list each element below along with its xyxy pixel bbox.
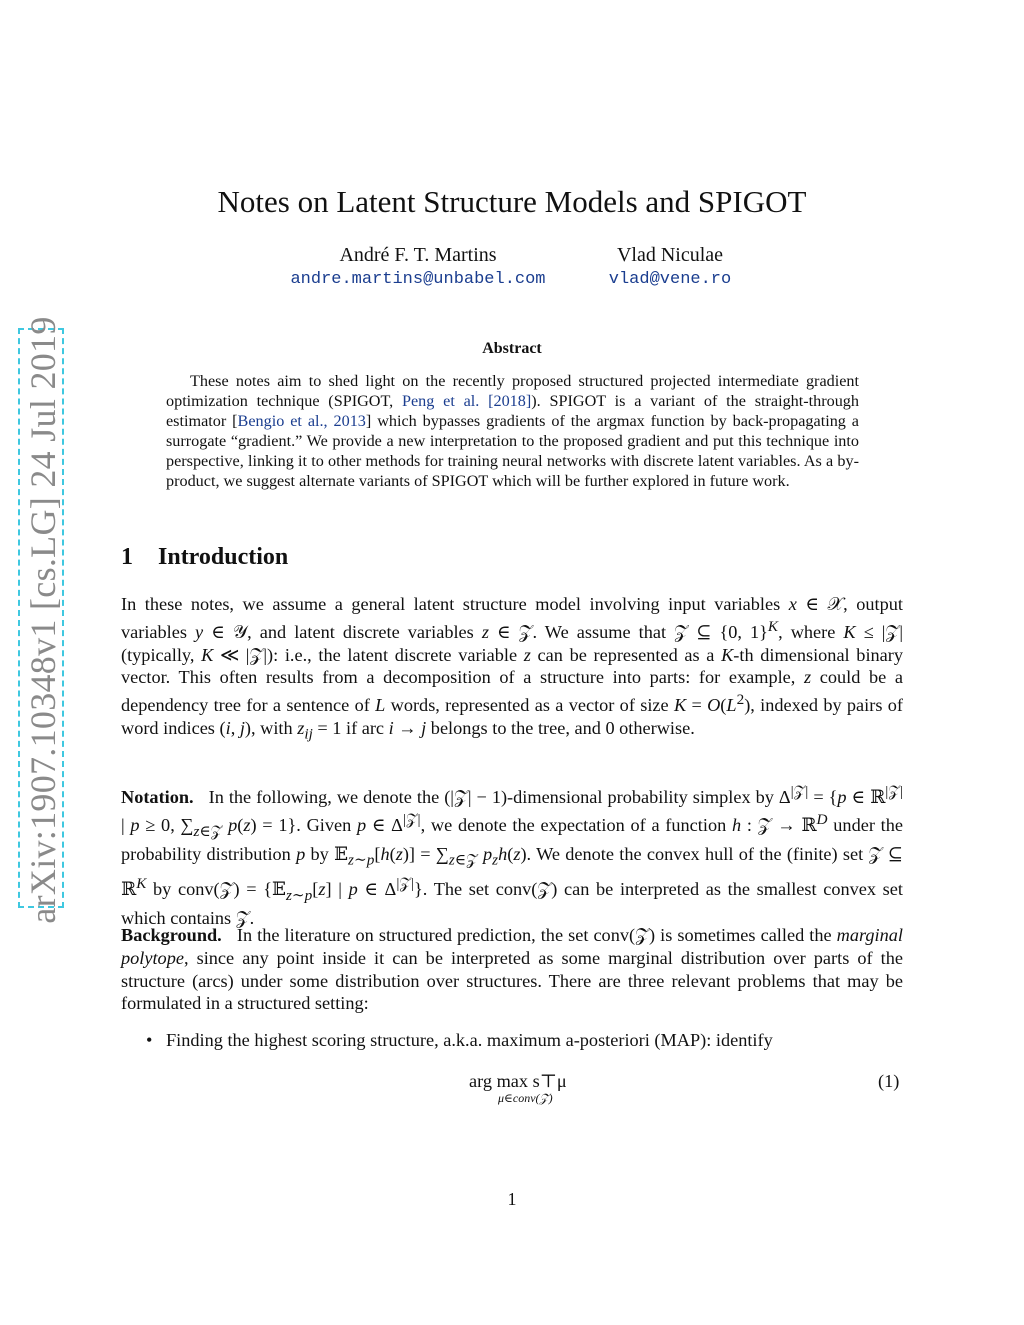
- bullet-text: Finding the highest scoring structure, a.k.a. maximum a-posteriori (MAP): identify: [166, 1030, 773, 1050]
- arxiv-stamp: arXiv:1907.10348v1 [cs.LG] 24 Jul 2019: [23, 316, 63, 924]
- author-email[interactable]: andre.martins@unbabel.com: [290, 270, 546, 289]
- page-number: 1: [507, 1189, 517, 1209]
- abstract-heading: Abstract: [482, 340, 542, 357]
- abstract-body: These notes aim to shed light on the recently proposed structured projected intermediate gradient optimization technique (SPIGOT, Peng et al. [2018]). SPIGOT is a variant of the straight-through estimator [Bengio et al., 2013] which bypasses gradients of the argmax function by back-propagating a surrogate “gradient.” We provide a new interpretation to the proposed gradient and put this technique into perspective, linking it to other methods for training neural networks with discrete latent variables. As a by-product, we suggest alternate variants of SPIGOT which will be further explored in future work.: [166, 372, 859, 490]
- citation-link[interactable]: Peng et al. [2018]: [401, 392, 532, 410]
- section-heading: [121, 544, 288, 571]
- equation-number: (1): [878, 1071, 900, 1091]
- background-paragraph: Background. In the literature on structured prediction, the set conv(𝒵) is sometimes called the marginal polytope, since any point inside it can be interpreted as some marginal distribution over parts of the structure (arcs) under some distribution over structures. There are three relevant problems that may be formulated in a structured setting:: [121, 925, 903, 1014]
- equation-main: arg max s⊤μ: [469, 1071, 567, 1091]
- equation-subscript: μ∈conv(𝒵): [498, 1091, 553, 1105]
- background-heading: Background.: [121, 925, 222, 945]
- intro-paragraph: In these notes, we assume a general latent structure model involving input variables x ∈ 𝒳, output variables y ∈ 𝒴, and latent discrete variables z ∈ 𝒵. We assume that 𝒵 ⊆ {0, 1}$^K$, where K ≤ |𝒵| (typically, K ≪ |𝒵|): i.e., the latent discrete variable z can be represented as a K-th dimensional binary vector. This often results from a decomposition of a structure into parts: for example, z could be a dependency tree for a sentence of L words, represented as a vector of size $K = O(L^2)$, indexed by pairs of word indices (i, j), with $z_{ij} = 1$ if arc i → j belongs to the tree, and 0 otherwise.: [121, 594, 904, 743]
- section-number: 1: [121, 544, 133, 570]
- marginal-polytope-term: marginal polytope: [121, 925, 903, 968]
- notation-heading: Notation.: [121, 787, 194, 808]
- paper-title: Notes on Latent Structure Models and SPIGOT: [217, 184, 807, 219]
- citation-link[interactable]: Bengio et al., 2013: [237, 412, 366, 430]
- list-item: [146, 1030, 773, 1051]
- section-title: Introduction: [158, 544, 289, 570]
- bullet-marker: •: [146, 1030, 153, 1050]
- author-name: André F. T. Martins: [339, 244, 497, 266]
- author-email[interactable]: vlad@vene.ro: [608, 270, 732, 289]
- arxiv-stamp-box: [18, 316, 64, 924]
- notation-paragraph: Notation. In the following, we denote the (|𝒵| − 1)-dimensional probability simplex by $\Delta^{|𝒵|} = \{p$ ∈ ℝ$^{|𝒵|}$ | p ≥ 0, $\sum_{z\in 𝒵}$ p(z) = 1}. Given p ∈ $\Delta^{|𝒵|}$, we denote the expectation of a function h : 𝒵 → ℝ$^D$ under the probability distribution p by 𝔼$_{z\sim p}$[h(z)] = $\sum_{z\in 𝒵}$ $p_zh(z)$. We denote the convex hull of the (finite) set 𝒵 ⊆ ℝ$^K$ by conv(𝒵) = {𝔼$_{z\sim p}$[z] | p ∈ $\Delta^{|𝒵|}$}. The set conv(𝒵) can be interpreted as the smallest convex set which contains 𝒵.: [121, 783, 903, 929]
- author-name: Vlad Niculae: [616, 244, 724, 266]
